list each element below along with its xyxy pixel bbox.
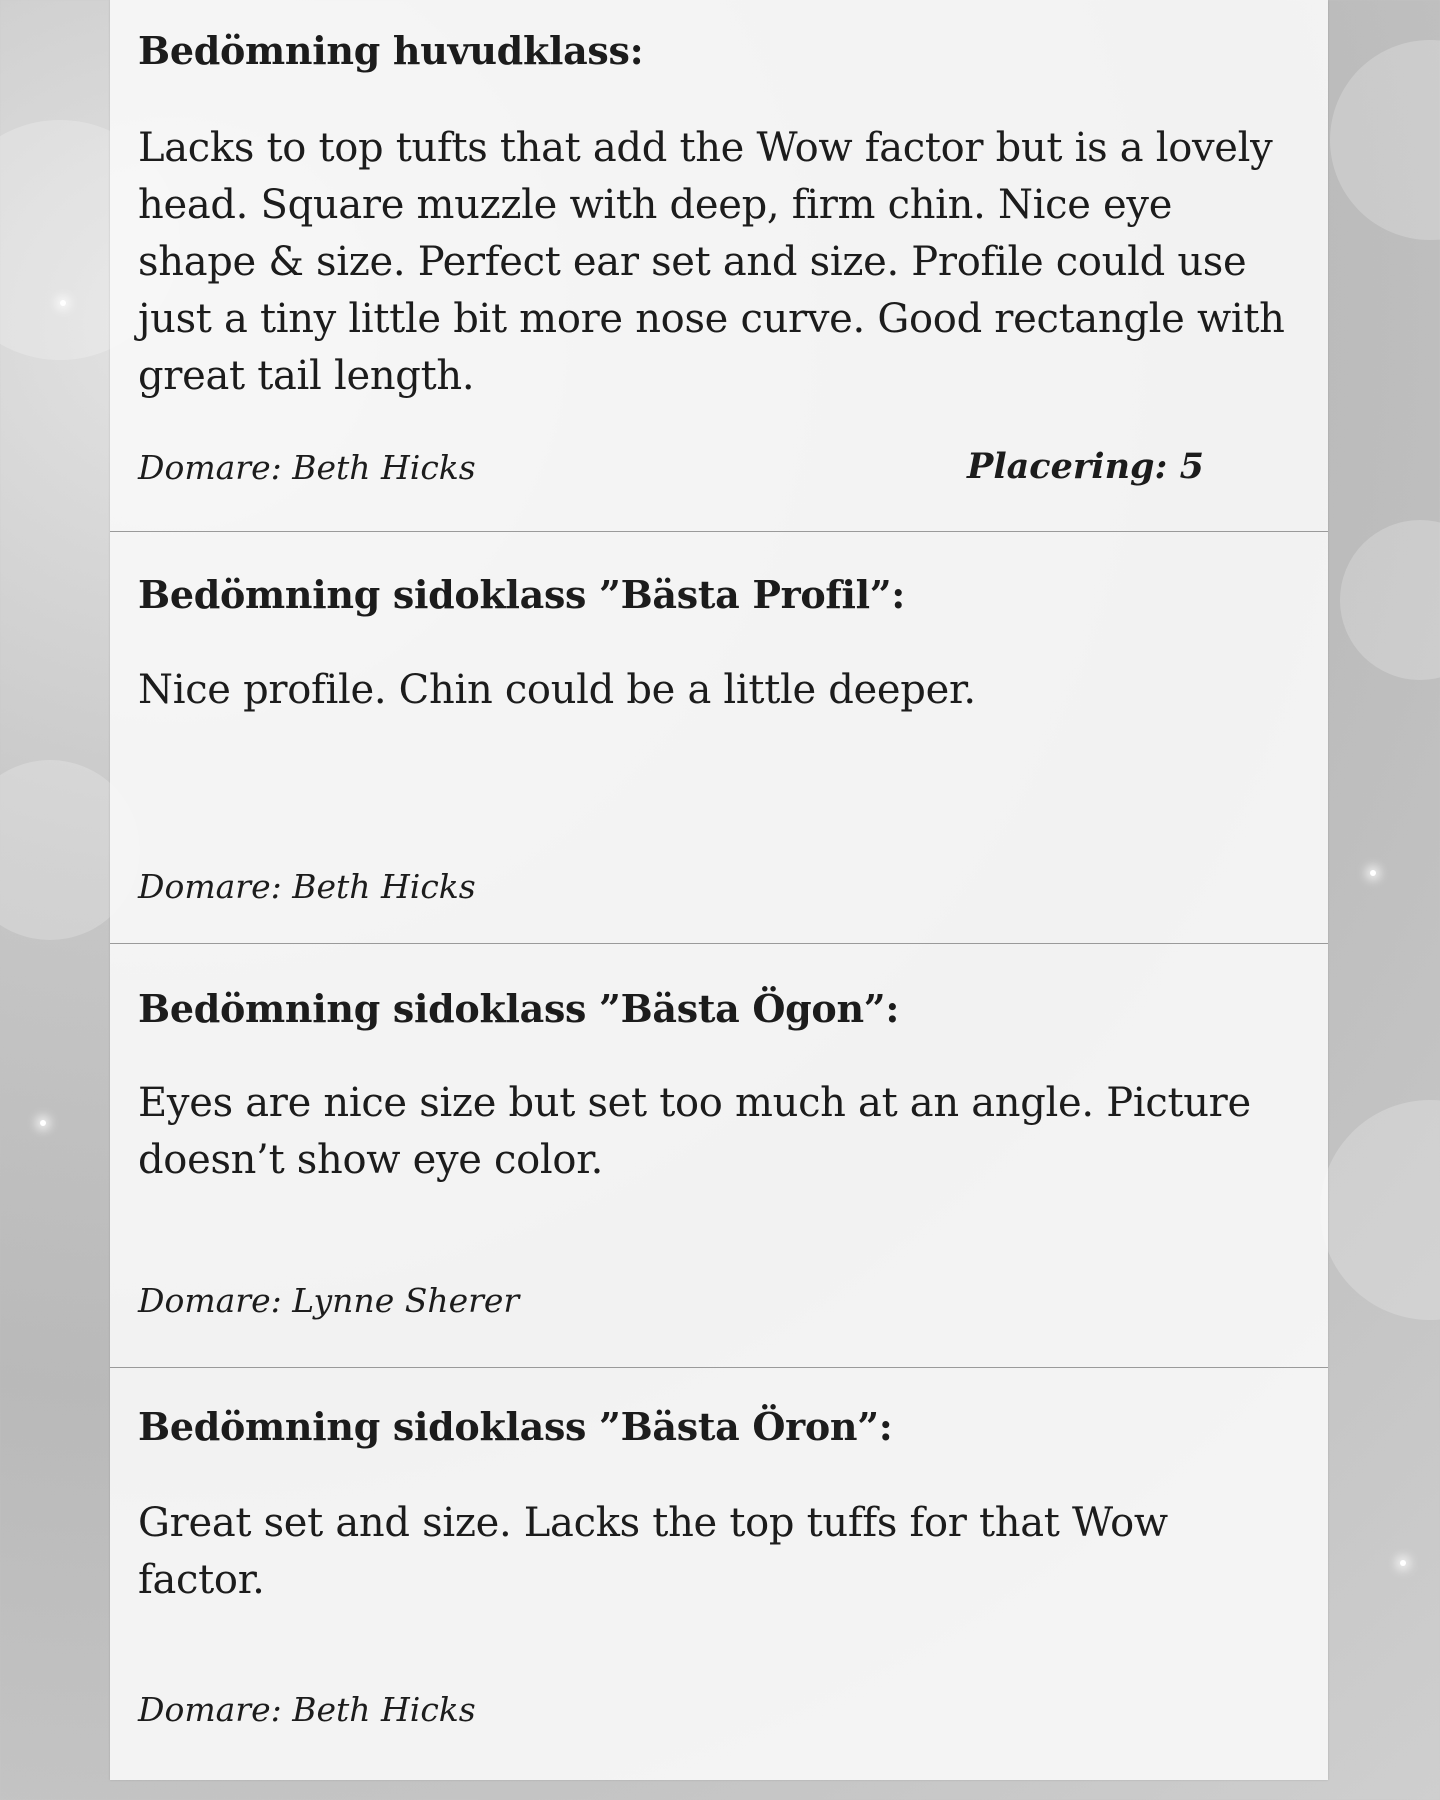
section-heading-best-profile: Bedömning sidoklass ”Bästa Profil”:	[138, 572, 905, 617]
section-heading-best-eyes: Bedömning sidoklass ”Bästa Ögon”:	[138, 986, 900, 1031]
section-divider	[110, 1367, 1328, 1368]
placement-value: Placering: 5	[967, 446, 1204, 487]
section-divider	[110, 531, 1328, 532]
bokeh-circle	[1330, 40, 1440, 240]
judging-panel	[110, 0, 1328, 1780]
judge-name-main-class: Domare: Beth Hicks	[138, 448, 476, 487]
section-text-main-class: Lacks to top tufts that add the Wow factor but is a lovely head. Square muzzle with deep, firm chin. Nice eye shape & size. Perfect ear set and size. Profile could use just a tiny little bit more nose curve. Good rectangle with great tail length.	[138, 125, 1285, 399]
sparkle	[40, 1120, 46, 1126]
sparkle	[1400, 1560, 1406, 1566]
bokeh-circle	[1320, 1100, 1440, 1320]
section-text-best-ears: Great set and size. Lacks the top tuffs for that Wow factor.	[138, 1500, 1168, 1603]
section-heading-best-ears: Bedömning sidoklass ”Bästa Öron”:	[138, 1404, 893, 1449]
judge-name-best-eyes: Domare: Lynne Sherer	[138, 1281, 520, 1320]
judge-name-best-profile: Domare: Beth Hicks	[138, 867, 476, 906]
sparkle	[60, 300, 66, 306]
sparkle	[1370, 870, 1376, 876]
section-divider	[110, 943, 1328, 944]
section-text-best-profile: Nice profile. Chin could be a little deeper.	[138, 667, 976, 713]
section-heading-main-class: Bedömning huvudklass:	[138, 28, 644, 73]
section-text-best-eyes: Eyes are nice size but set too much at an angle. Picture doesn’t show eye color.	[138, 1080, 1251, 1183]
judge-name-best-ears: Domare: Beth Hicks	[138, 1690, 476, 1729]
bokeh-circle	[1340, 520, 1440, 680]
